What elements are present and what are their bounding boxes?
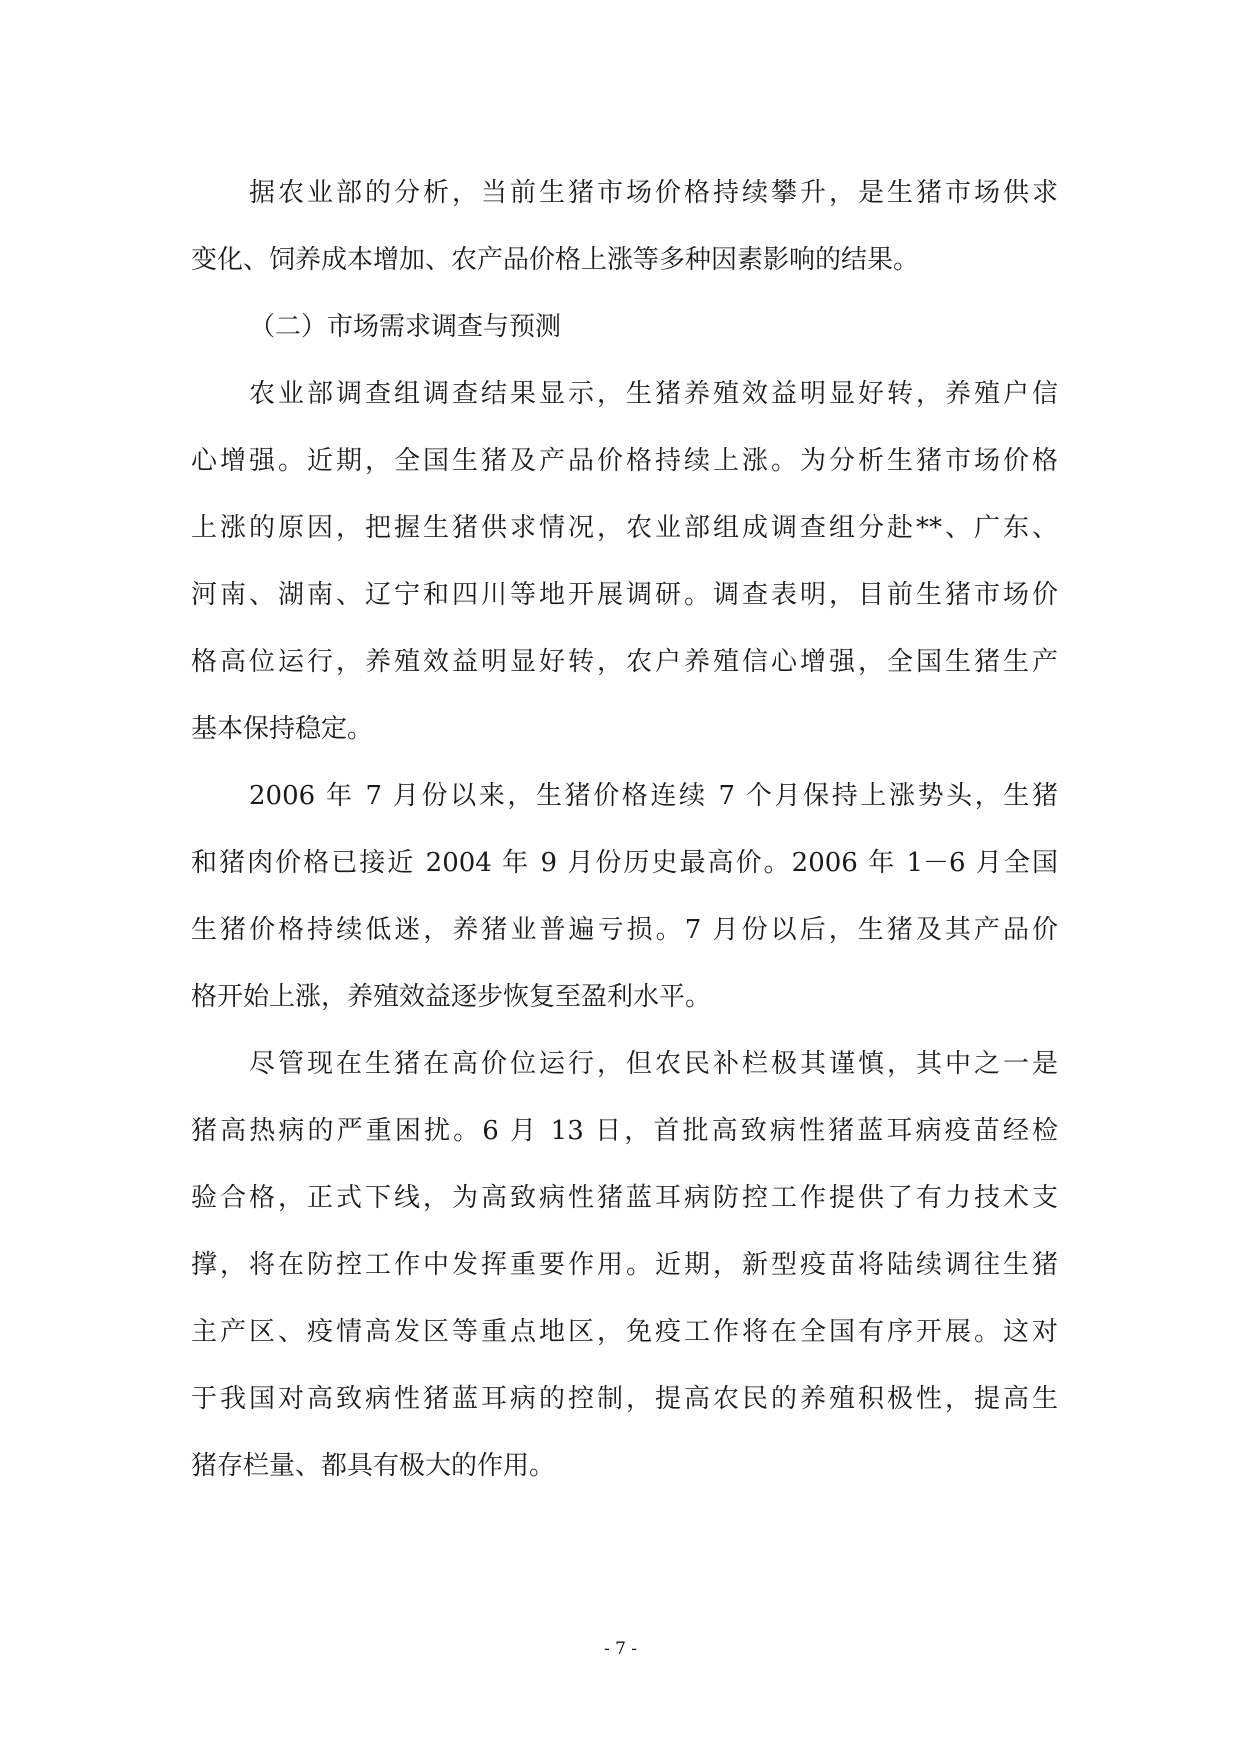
section-heading	[191, 294, 1058, 361]
paragraph-line: 主产区、疫情高发区等重点地区，免疫工作将在全国有序开展。这对	[191, 1317, 1058, 1347]
paragraph	[191, 1031, 1058, 1500]
section-heading-text: （二）市场需求调查与预测	[249, 312, 562, 342]
paragraph-line: 撑，将在防控工作中发挥重要作用。近期，新型疫苗将陆续调往生猪	[191, 1250, 1058, 1280]
paragraph	[191, 763, 1058, 1031]
paragraph-line: 心增强。近期，全国生猪及产品价格持续上涨。为分析生猪市场价格	[191, 446, 1058, 476]
paragraph-line: 验合格，正式下线，为高致病性猪蓝耳病防控工作提供了有力技术支	[191, 1183, 1058, 1213]
paragraph-line: 格高位运行，养殖效益明显好转，农户养殖信心增强，全国生猪生产	[191, 647, 1058, 677]
paragraph-line: 于我国对高致病性猪蓝耳病的控制，提高农民的养殖积极性，提高生	[191, 1384, 1058, 1414]
paragraph-line: 变化、饲养成本增加、农产品价格上涨等多种因素影响的结果。	[191, 245, 920, 275]
paragraph-line: 2006 年 7 月份以来，生猪价格连续 7 个月保持上涨势头，生猪	[249, 781, 1058, 811]
paragraph	[191, 361, 1058, 763]
paragraph-line: 基本保持稳定。	[191, 714, 374, 744]
paragraph-line: 尽管现在生猪在高价位运行，但农民补栏极其谨慎，其中之一是	[249, 1049, 1058, 1079]
paragraph-line: 生猪价格持续低迷，养猪业普遍亏损。7 月份以后，生猪及其产品价	[191, 915, 1058, 945]
paragraph-line: 猪高热病的严重困扰。6 月 13 日，首批高致病性猪蓝耳病疫苗经检	[191, 1116, 1058, 1146]
paragraph-line: 农业部调查组调查结果显示，生猪养殖效益明显好转，养殖户信	[249, 379, 1058, 409]
paragraph-line: 和猪肉价格已接近 2004 年 9 月份历史最高价。2006 年 1－6 月全国	[191, 848, 1058, 878]
paragraph-line: 上涨的原因，把握生猪供求情况，农业部组成调查组分赴**、广东、	[191, 513, 1058, 543]
paragraph-line: 格开始上涨，养殖效益逐步恢复至盈利水平。	[191, 982, 712, 1012]
paragraph-line: 河南、湖南、辽宁和四川等地开展调研。调查表明，目前生猪市场价	[191, 580, 1058, 610]
paragraph-line: 猪存栏量、都具有极大的作用。	[191, 1451, 556, 1481]
paragraph-line: 据农业部的分析，当前生猪市场价格持续攀升，是生猪市场供求	[249, 178, 1058, 208]
document-body	[191, 160, 1058, 1500]
page-number: - 7 -	[603, 1639, 638, 1659]
paragraph	[191, 160, 1058, 294]
